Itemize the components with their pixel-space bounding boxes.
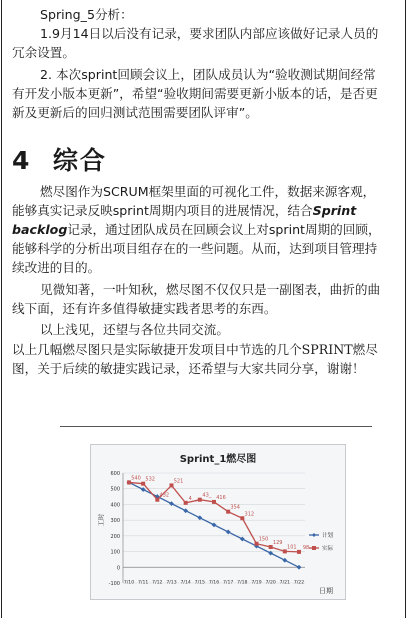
burndown-chart-frame bbox=[90, 444, 346, 600]
para1-line4: 能够科学的分析出项目组存在的一些问题。从而，达到项目管理持 bbox=[12, 241, 378, 256]
analysis-item1-line2: 冗余设置。 bbox=[12, 45, 75, 60]
plan-point bbox=[212, 522, 217, 527]
page-right-border bbox=[405, 0, 406, 618]
y-tick-label: 600 bbox=[110, 471, 120, 477]
actual-point bbox=[184, 501, 188, 505]
para1-line1: 燃尽图作为SCRUM框架里面的可视化工件，数据来源客观， bbox=[40, 184, 376, 199]
chart-title: Sprint_1燃尽图 bbox=[179, 454, 257, 465]
x-tick-label: 7/15 bbox=[194, 580, 205, 586]
data-label: 4__ bbox=[188, 495, 197, 502]
actual-point bbox=[198, 498, 202, 502]
data-label: 540 bbox=[131, 475, 141, 482]
x-tick-label: 7/16 bbox=[208, 580, 220, 586]
data-label: 98 bbox=[302, 544, 310, 551]
para1-emphasis-backlog: backlog bbox=[12, 222, 68, 237]
data-label: 312 bbox=[244, 511, 255, 518]
x-tick-label: 7/21 bbox=[279, 580, 290, 586]
actual-point bbox=[297, 550, 301, 554]
x-axis-label: 日期 bbox=[319, 587, 333, 595]
analysis-heading: Spring_5分析： bbox=[40, 7, 133, 22]
y-tick-label: 500 bbox=[110, 486, 120, 493]
page-left-border bbox=[1, 0, 2, 618]
data-label: 129 bbox=[272, 540, 283, 547]
y-tick-label: 200 bbox=[110, 533, 120, 540]
x-tick-label: 7/13 bbox=[166, 580, 177, 586]
data-label: 354 bbox=[230, 504, 240, 511]
para1-line2 bbox=[12, 201, 356, 220]
x-tick-label: 7/12 bbox=[152, 580, 163, 586]
x-tick-label: 7/11 bbox=[138, 580, 149, 586]
data-label: 43_ bbox=[202, 492, 212, 499]
y-tick-label: 100 bbox=[110, 549, 120, 556]
y-tick-label: 300 bbox=[110, 518, 120, 525]
x-tick-label: 7/10 bbox=[123, 580, 135, 586]
plan-point bbox=[183, 508, 188, 513]
plan-point bbox=[141, 487, 146, 492]
para1-line3-text: 记录，通过团队成员在回顾会议上对sprint周期的回顾， bbox=[67, 222, 381, 237]
data-label: 432 bbox=[159, 492, 170, 499]
x-tick-label: 7/22 bbox=[293, 580, 305, 586]
plan-point bbox=[169, 501, 174, 506]
data-label: 521 bbox=[173, 478, 184, 485]
legend-marker bbox=[312, 546, 316, 550]
para1-line3 bbox=[12, 220, 381, 239]
x-tick-label: 7/17 bbox=[223, 580, 234, 586]
data-label: 150 bbox=[258, 536, 269, 543]
analysis-item2-line2: 有开发小版本更新”，希望“验收期间需要更新小版本的话，是否更 bbox=[12, 86, 378, 101]
para3: 以上浅见，还望与各位共同交流。 bbox=[40, 322, 229, 337]
x-tick-label: 7/18 bbox=[237, 580, 248, 586]
para1-emphasis-sprint: Sprint bbox=[312, 203, 357, 218]
plan-point bbox=[297, 565, 302, 570]
data-label: 101 bbox=[287, 544, 297, 551]
para2-line2: 线下面，还有许多值得敏捷实践者思考的东西。 bbox=[12, 301, 277, 316]
section-title: 综合 bbox=[52, 146, 107, 175]
plan-point bbox=[226, 530, 231, 535]
para1-line2-text: 能够真实记录反映sprint周期内项目的进展情况，结合 bbox=[12, 203, 313, 218]
plan-point bbox=[282, 558, 287, 563]
section-divider bbox=[60, 426, 372, 427]
legend-label: 计划 bbox=[322, 533, 334, 539]
x-tick-label: 7/19 bbox=[251, 580, 262, 586]
analysis-item2-line1: 2. 本次sprint回顾会议上，团队成员认为“验收测试期间经常 bbox=[40, 67, 376, 82]
legend-label: 实际 bbox=[322, 546, 334, 552]
plan-point bbox=[197, 515, 202, 520]
para4-line2: 图，关于后续的敏捷实践记录，还希望与大家共同分享，谢谢！ bbox=[12, 361, 365, 376]
data-label: 416 bbox=[216, 494, 226, 501]
data-label: 532 bbox=[145, 476, 155, 483]
section-heading bbox=[12, 146, 107, 176]
analysis-item1-line1: 1.9月14日以后没有记录，要求团队内部应该做好记录人员的 bbox=[40, 26, 379, 41]
x-tick-label: 7/20 bbox=[265, 580, 276, 586]
para2-line1: 见微知著，一叶知秋，燃尽图不仅仅只是一副图表，曲折的曲 bbox=[40, 282, 381, 297]
y-tick-label: 0 bbox=[116, 565, 120, 572]
plan-point bbox=[240, 537, 245, 542]
section-number: 4 bbox=[12, 146, 32, 175]
legend-marker bbox=[312, 533, 316, 537]
y-tick-label: -100 bbox=[108, 581, 120, 587]
y-tick-label: 400 bbox=[110, 502, 120, 509]
burndown-chart bbox=[91, 445, 345, 599]
analysis-item2-line3: 新及更新后的回归测试范围需要团队评审”。 bbox=[12, 105, 258, 120]
para1-line5: 续改进的目的。 bbox=[12, 260, 101, 275]
para4-line1: 以上几幅燃尽图只是实际敏捷开发项目中节选的几个SPRINT燃尽 bbox=[12, 342, 378, 357]
y-axis-label: 工时 bbox=[97, 513, 105, 527]
x-tick-label: 7/14 bbox=[180, 580, 191, 586]
